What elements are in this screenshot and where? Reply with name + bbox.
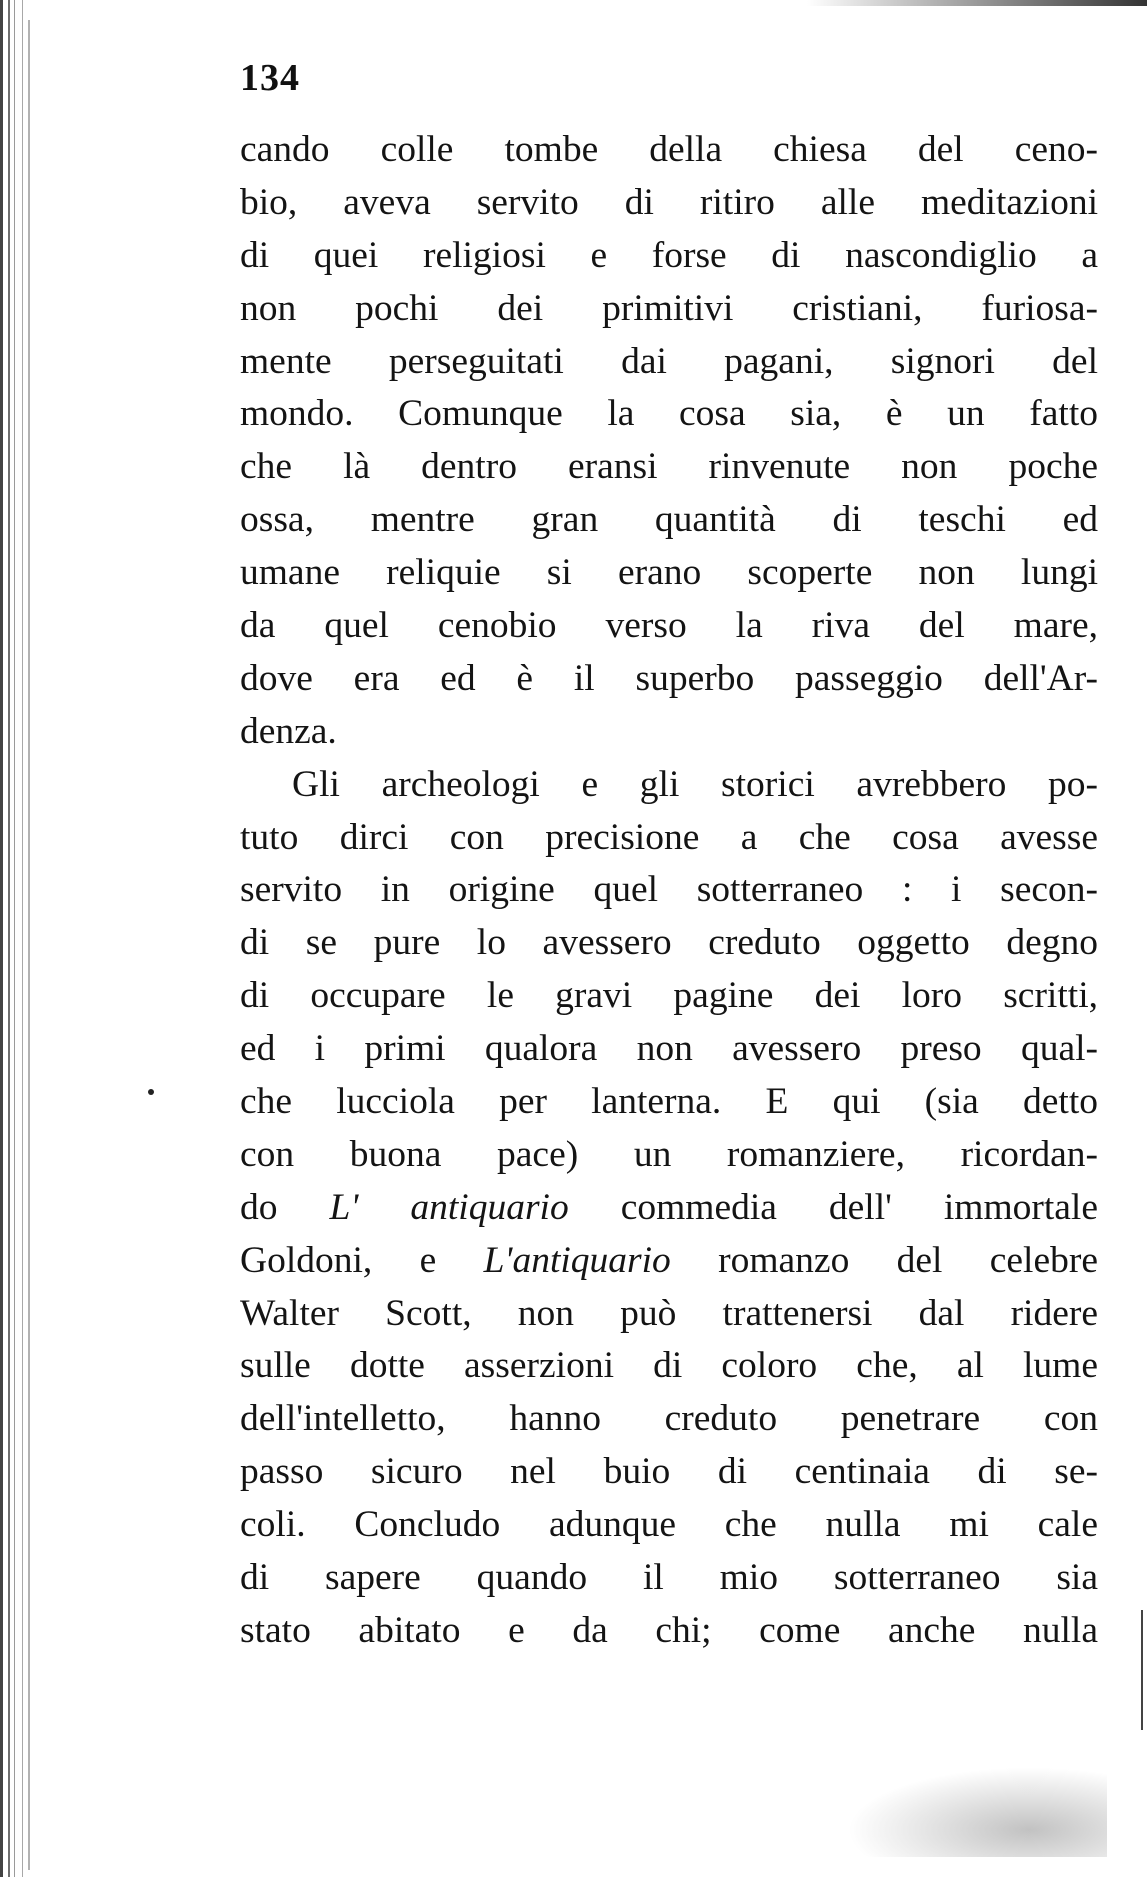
- text-line: mente perseguitati dai pagani, signori del: [240, 340, 1098, 382]
- text-line: da quel cenobio verso la riva del mare,: [240, 605, 1098, 647]
- margin-dot: [148, 1089, 154, 1095]
- text-line: [240, 1235, 1098, 1288]
- scan-gutter-line: [28, 20, 30, 1870]
- page-number: 134: [240, 57, 300, 99]
- scan-stain: [847, 1767, 1107, 1857]
- text-line: che lucciola per lanterna. E qui (sia detto: [240, 1081, 1098, 1123]
- text-line: denza.: [240, 710, 337, 752]
- text-line: ossa, mentre gran quantità di teschi ed: [240, 499, 1098, 541]
- text-line: dell'intelletto, hanno creduto penetrare con: [240, 1398, 1098, 1440]
- text-line: di quei religiosi e forse di nascondiglio a: [240, 234, 1098, 276]
- text-line: dove era ed è il superbo passeggio dell'Ar-: [240, 657, 1098, 699]
- text-segment: Goldoni, e: [240, 1239, 437, 1281]
- text-line: di sapere quando il mio sotterraneo sia: [240, 1557, 1098, 1599]
- text-line: che là dentro eransi rinvenute non poche: [240, 446, 1098, 488]
- text-line: sulle dotte asserzioni di coloro che, al lume: [240, 1345, 1098, 1387]
- text-line: con buona pace) un romanziere, ricordan-: [240, 1133, 1098, 1175]
- text-line: stato abitato e da chi; come anche nulla: [240, 1609, 1098, 1651]
- body-text: [240, 124, 1098, 1658]
- text-line: di se pure lo avessero creduto oggetto degno: [240, 922, 1098, 964]
- scan-right-edge-mark: [1141, 1610, 1143, 1730]
- text-line: [240, 1182, 1098, 1235]
- text-line: cando colle tombe della chiesa del ceno-: [240, 129, 1098, 170]
- scan-top-edge: [807, 0, 1147, 6]
- text-line: tuto dirci con precisione a che cosa avesse: [240, 816, 1098, 858]
- text-line: non pochi dei primitivi cristiani, furiosa-: [240, 287, 1098, 329]
- text-segment: romanzo del celebre: [718, 1239, 1098, 1281]
- text-line: di occupare le gravi pagine dei loro scritti,: [240, 975, 1098, 1017]
- text-segment: commedia dell' immortale: [620, 1186, 1098, 1228]
- text-line: mondo. Comunque la cosa sia, è un fatto: [240, 393, 1098, 435]
- text-line: servito in origine quel sotterraneo : i secon-: [240, 869, 1098, 911]
- text-line: bio, aveva servito di ritiro alle meditazioni: [240, 181, 1098, 223]
- italic-title: L'antiquario: [483, 1239, 671, 1281]
- text-line: umane reliquie si erano scoperte non lungi: [240, 552, 1098, 594]
- scan-gutter-shadow: [0, 0, 46, 1877]
- text-line: ed i primi qualora non avessero preso qual-: [240, 1028, 1098, 1070]
- text-line: Gli archeologi e gli storici avrebbero po-: [292, 763, 1098, 805]
- text-line: Walter Scott, non può trattenersi dal ridere: [240, 1292, 1098, 1334]
- text-line: passo sicuro nel buio di centinaia di se-: [240, 1451, 1098, 1493]
- text-segment: do: [240, 1186, 278, 1228]
- text-line: coli. Concludo adunque che nulla mi cale: [240, 1504, 1098, 1546]
- italic-title: L' antiquario: [329, 1186, 569, 1228]
